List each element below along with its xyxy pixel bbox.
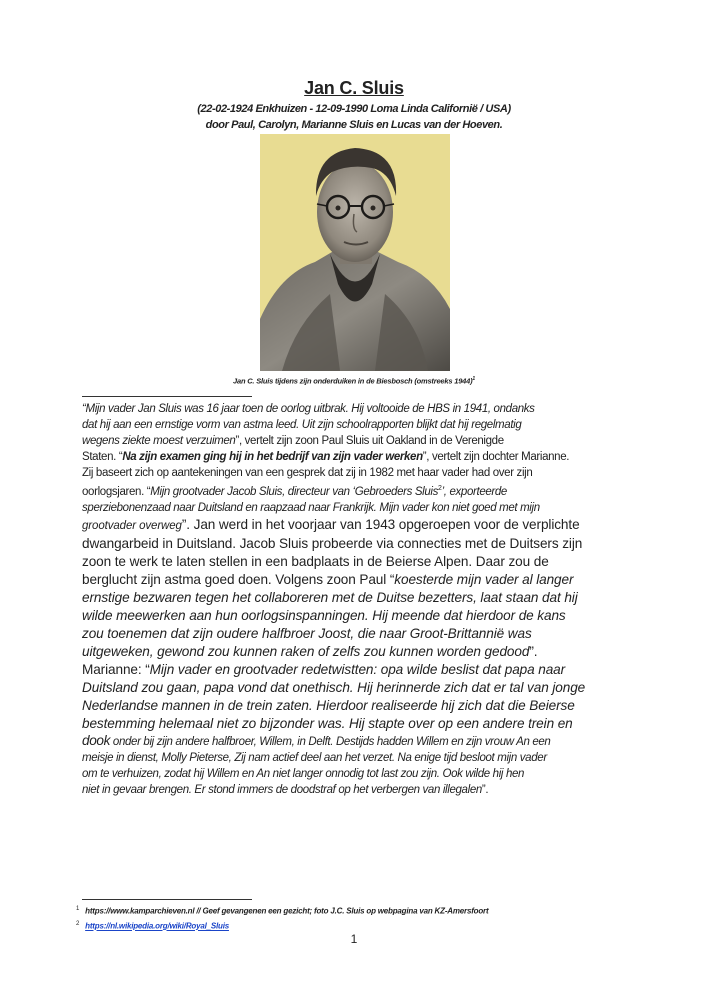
text-line: Marianne: “Mijn vader en grootvader redetwistten: opa wilde beslist dat papa naar	[82, 661, 566, 677]
footnote-ref-1: 1	[472, 376, 475, 382]
wikipedia-link[interactable]: https://nl.wikipedia.org/wiki/Royal_Sluis	[85, 921, 229, 931]
footnote-1	[76, 906, 488, 916]
text-line: Nederlandse mannen in de trein zaten. Hierdoor realiseerde hij zich dat die Beierse	[82, 697, 575, 713]
text-line: zoon te werk te laten stellen in een badplaats in de Beierse Alpen. Daar zou de	[82, 553, 549, 569]
separator-line	[82, 396, 252, 397]
footnote-text: https://www.kamparchieven.nl // Geef gevangenen een gezicht; foto J.C. Sluis op webpagina van KZ-Amersfoort	[85, 906, 489, 916]
text-line: wegens ziekte moest verzuimen”, vertelt zijn zoon Paul Sluis uit Oakland in de Verenigde	[82, 435, 504, 447]
text-line: uitgeweken, gewond zou kunnen raken of zelfs zou kunnen worden gedood”.	[82, 643, 538, 659]
portrait-photo	[260, 134, 450, 371]
text-line: meisje in dienst, Molly Pieterse, Zij nam actief deel aan het verzet. Na enige tijd besloot mijn vader	[82, 751, 547, 764]
page-title: Jan C. Sluis	[304, 78, 404, 98]
text-line: bestemming helemaal niet zo bijzonder was. Hij stapte over op een andere trein en	[82, 715, 573, 731]
page-number: 1	[350, 932, 358, 946]
text-line: Staten. “Na zijn examen ging hij in het bedrijf van zijn vader werken”, vertelt zijn dochter Marianne.	[82, 451, 570, 463]
text-line: niet in gevaar brengen. Er stond immers de doodstraf op het verbergen van illegalen”.	[82, 783, 489, 796]
text-line: ernstige bezwaren tegen het collaboreren met de Duitse bezetters, laat staan dat hij	[82, 589, 578, 605]
text-line: dook onder bij zijn andere halfbroer, Willem, in Delft. Destijds hadden Willem en zijn vrouw An een	[82, 732, 551, 748]
text-line: dat hij aan een ernstige vorm van astma leed. Uit zijn schoolrapporten blijkt dat hij regelmatig	[82, 419, 522, 431]
text-line: “Mijn vader Jan Sluis was 16 jaar toen de oorlog uitbrak. Hij voltooide de HBS in 1941, ondanks	[82, 403, 535, 415]
authors-subtitle: door Paul, Carolyn, Marianne Sluis en Lucas van der Hoeven.	[205, 119, 503, 131]
text-line: sperziebonenzaad naar Duitsland en raapzaad naar Frankrijk. Mijn vader kon niet goed met mijn	[82, 501, 540, 514]
footnote-number: 1	[76, 906, 80, 912]
text-line: oorlogsjaren. “Mijn grootvader Jacob Sluis, directeur van ‘Gebroeders Sluis$^2$’, exporteerde	[82, 485, 507, 498]
article-body	[82, 401, 622, 798]
footnote-separator	[82, 899, 252, 900]
text-line: grootvader overweg”. Jan werd in het voorjaar van 1943 opgeroepen voor de verplichte	[82, 516, 580, 532]
life-dates-subtitle: (22-02-1924 Enkhuizen - 12-09-1990 Loma Linda Californië / USA)	[197, 103, 511, 115]
text-line: om te verhuizen, zodat hij Willem en An niet langer onnodig tot last zou zijn. Ook wilde hij hen	[82, 767, 525, 780]
text-line: dwangarbeid in Duitsland. Jacob Sluis probeerde via connecties met de Duitsers zijn	[82, 535, 583, 551]
photo-caption-text: Jan C. Sluis tijdens zijn onderduiken in de Biesbosch (omstreeks 1944)	[233, 376, 473, 386]
text-line: Duitsland zou gaan, papa vond dat onethisch. Hij herinnerde zich dat er tal van jonge	[82, 679, 586, 695]
footnote-ref-2: 2	[438, 485, 442, 492]
text-line: berglucht zijn astma goed doen. Volgens zoon Paul “koesterde mijn vader al langer	[82, 571, 574, 587]
text-line: Zij baseert zich op aantekeningen van een gesprek dat zij in 1982 met haar vader had over zijn	[82, 467, 533, 479]
text-line: zou toenemen dat zijn oudere halfbroer Joost, die naar Groot-Brittannië was	[82, 625, 532, 641]
footnote-number: 2	[76, 921, 80, 927]
footnote-2	[76, 921, 229, 931]
text-line: wilde meewerken aan hun oorlogsinspanningen. Hij meende dat hierdoor de kans	[82, 607, 566, 623]
photo-caption	[0, 376, 708, 386]
